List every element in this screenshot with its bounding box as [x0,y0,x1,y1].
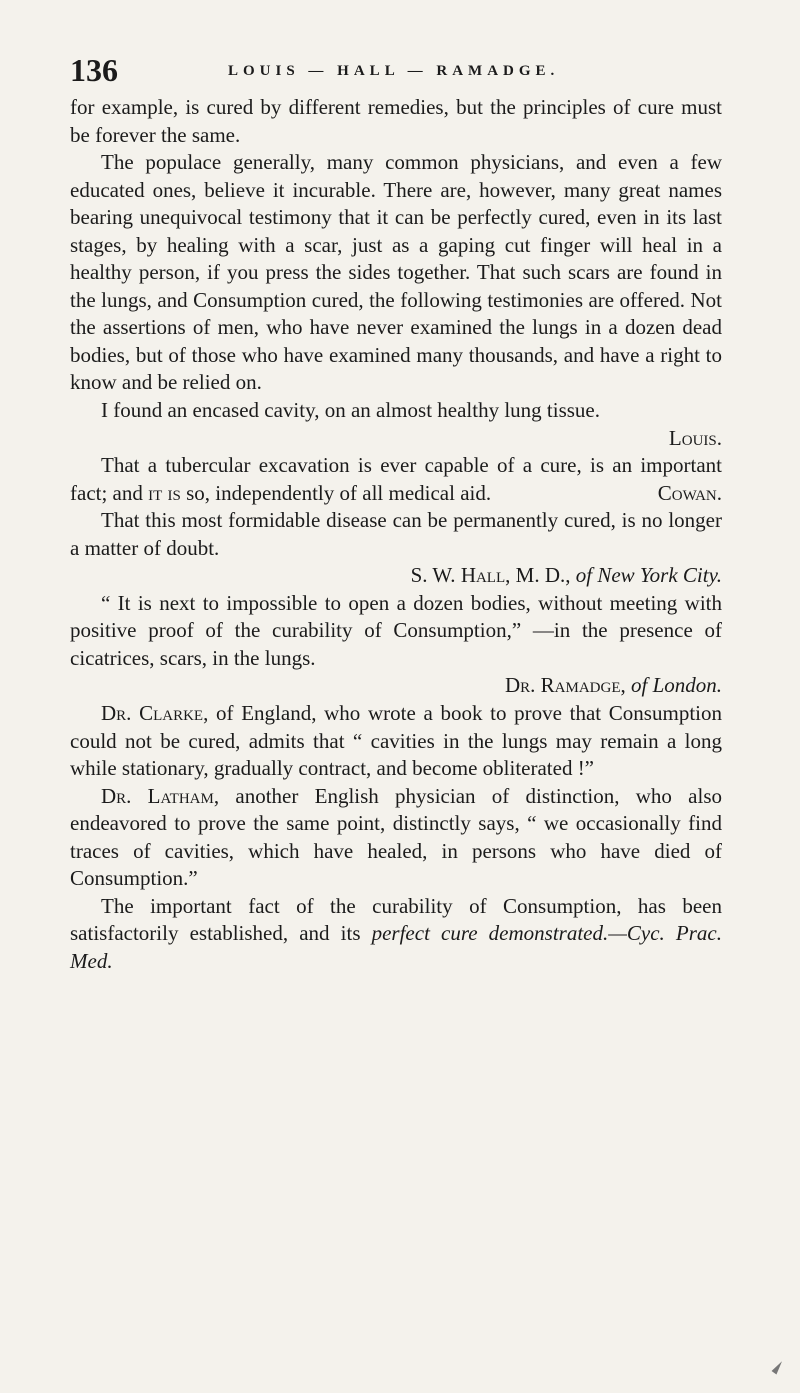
attribution-ramadge: Dr. Ramadge, of London. [504,673,722,698]
paragraph-latham: Dr. Latham, another English physician of distinction, who also endeavored to prove the same point, distinctly says, “ we occasionally find traces of cavities, which have healed, in persons who have died of Consumption.” [70,783,722,891]
page-header [70,50,750,90]
quote-cowan: That a tubercular excavation is ever capable of a cure, is an important fact; and it is so, independently of all medical aid. [70,453,722,505]
quote-hall: That this most formidable disease can be permanently cured, is no longer a matter of doubt. [70,508,722,560]
body-text [70,94,722,976]
paragraph: for example, is cured by different remedies, but the principles of cure must be forever the same. [70,95,722,147]
quote-ramadge: “ It is next to impossible to open a dozen bodies, without meeting with positive proof of the curability of Consumption,” —in the presence of cicatrices, scars, in the lungs. [70,590,722,670]
page-number: 136 [70,52,118,88]
paragraph: The populace generally, many common physicians, and even a few educated ones, believe it incurable. There are, however, many great names bearing unequivocal testimony that it can be perfectly cured, even in its last stages, by healing with a scar, just as a gaping cut finger will heal in a healthy person, if you press the sides together. That such scars are found in the lungs, and Consumption cured, the following testimonies are offered. Not the assertions of men, who have never examined the lungs in a dozen dead bodies, but of those who have examined many thousands, and have a right to know and be relied on. [70,150,722,395]
paragraph-conclusion: The important fact of the curability of Consumption, has been satisfactorily established, and its perfect cure demonstrated.—Cyc. Prac. Med. [70,893,722,973]
quote-louis: I found an encased cavity, on an almost healthy lung tissue. [101,398,601,423]
paragraph-clarke: Dr. Clarke, of England, who wrote a book to prove that Consumption could not be cured, admits that “ cavities in the lungs may remain a long while stationary, gradually contract, and become obliterated !” [70,701,722,781]
emphasis-it-is: it is [148,480,181,505]
ink-mark [772,1360,785,1375]
attribution-hall: S. W. Hall, M. D., of New York City. [410,563,722,588]
running-head: LOUIS — HALL — RAMADGE. [228,63,560,79]
attribution-louis: Louis. [668,425,722,450]
attribution-cowan: Cowan. [657,480,722,505]
